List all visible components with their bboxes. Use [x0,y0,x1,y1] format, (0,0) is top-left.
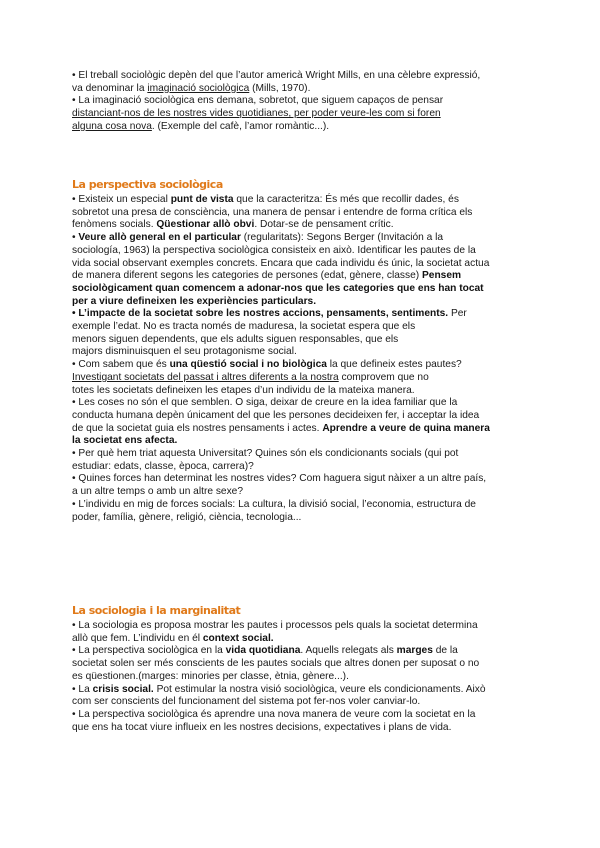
text-run: fenòmens socials. [72,219,157,231]
text-run: que la caracteritza: És més que recollir dades, és [233,194,459,205]
text-line [72,645,532,658]
text-line: majors disminuisquen el seu protagonisme social. [72,346,297,358]
intro-line [72,121,532,134]
text-line: estudiar: edats, classe, època, carrera)? [72,460,254,472]
bold-term: Qüestionar allò obvi [156,219,255,231]
text-line: • Les coses no són el que semblen. O siga, deixar de creure en la idea familiar que la [72,397,458,409]
text-run: va denominar la [72,82,148,94]
intro-section [72,70,532,134]
bold-term: una qüestió social i no biològica [169,359,327,371]
text-run: • La perspectiva sociològica en la [72,645,226,657]
text-run: . (Exemple del cafè, l’amor romàntic...). [151,120,330,132]
text-line [72,423,532,436]
intro-line: distanciant-nos de les nostres vides quotidianes, per poder veure-les com si foren [72,108,441,120]
text-line [72,684,532,697]
text-run: . Dotar-se de pensament crític. [254,219,394,231]
text-run: (Mills, 1970). [249,82,311,94]
text-line [72,194,532,207]
text-run: . Aquells relegats als [300,645,397,657]
bold-term: Aprendre a veure de quina manera [322,422,490,434]
text-line: com ser conscients del funcionament del sistema pot fer-nos voler canviar-lo. [72,696,421,708]
text-line: conducta humana depèn únicament del que les persones decideixen fer, i acceptar la idea [72,409,480,421]
section-body-marginalitat [72,620,532,734]
bold-term: per a viure defineixen les experiències particulars. [72,295,317,307]
text-line: • Per què hem triat aquesta Universitat? Quines són els condicionants socials (qui pot [72,448,459,460]
text-run: la que defineix estes pautes? [326,359,462,371]
underlined-term: Investigant societats del passat i altres diferents a la nostra [72,371,339,383]
text-run: de que la societat guia els nostres pensaments i actes. [72,422,323,434]
bold-term: vida quotidiana [225,645,301,657]
text-line [72,308,532,321]
text-line: sobretot una presa de consciència, una manera de pensar i entendre de forma crítica els [72,206,473,218]
text-run: (regularitats): Segons Berger (Invitación a la [240,232,444,244]
text-run: comprovem que no [338,371,429,383]
text-run: allò que fem. L’individu en él [72,632,203,644]
section-heading-perspectiva: La perspectiva sociològica [72,178,223,191]
text-run: • Existeix un especial [72,194,171,205]
bold-term: Pensem [421,270,462,282]
text-line: sociología, 1963) la perspectiva sociològica consisteix en això. Identificar les pautes de la [72,244,476,256]
bold-term: • L’impacte de la societat sobre les nostres accions, pensaments, sentiments. [72,308,449,320]
text-line [72,633,532,646]
text-run: Per [448,308,467,320]
text-line [72,232,532,245]
text-line: • La sociologia es proposa mostrar les pautes i processos pels quals la societat determina [72,620,478,631]
text-run: Pot estimular la nostra visió sociològica, veure els condicionaments. Això [153,683,486,695]
text-line: vida social observant exemples concrets. Encara que cada individu és únic, la societat actua [72,257,490,269]
intro-line: • El treball sociològic depèn del que l’autor americà Wright Mills, en una cèlebre expressió, [72,70,481,81]
text-run: • [72,232,79,244]
text-run: de manera diferent segons les categories de persones (edat, gènere, classe) [72,270,422,282]
text-line: a un altre temps o amb un altre sexe? [72,486,244,498]
text-run: • Com sabem que és [72,359,170,371]
text-line [72,283,532,296]
text-line: es qüestionen.(marges: minories per classe, ètnia, gènere...). [72,670,349,682]
text-line: menors siguen dependents, que els adults siguen responsables, que els [72,333,399,345]
text-line [72,359,532,372]
intro-line: • La imaginació sociològica ens demana, sobretot, que siguem capaços de pensar [72,95,444,107]
text-line [72,435,532,448]
bold-term: sociològicament quan comencem a adonar-nos que les categories que ens han tocat [72,282,484,294]
bold-term: Veure allò general en el particular [78,232,241,244]
text-line: totes les societats defineixen les etapes d’un individu de la mateixa manera. [72,384,415,396]
text-line [72,372,532,385]
text-line [72,296,532,309]
text-line: poder, família, gènere, religió, ciència, tecnologia... [72,511,302,523]
section-body-perspectiva [72,194,532,524]
text-run: de la [432,645,458,657]
underlined-term: imaginació sociològica [147,82,250,94]
text-line: exemple l’edat. No es tracta només de maduresa, la societat espera que els [72,321,416,333]
text-line: • La perspectiva sociològica és aprendre una nova manera de veure com la societat en la [72,708,476,720]
intro-line [72,83,532,96]
section-heading-marginalitat: La sociologia i la marginalitat [72,604,241,617]
text-line: que ens ha tocat viure influeix en les nostres decisions, expectatives i plans de vida. [72,721,452,733]
bold-term: punt de vista [170,194,234,205]
text-line: • Quines forces han determinat les nostres vides? Com haguera sigut nàixer a un altre país, [72,473,487,485]
text-run: • La [72,683,93,695]
bold-term: la societat ens afecta. [72,435,178,447]
text-line [72,219,532,232]
bold-term: context social. [202,632,274,644]
bold-term: crisis social. [92,683,154,695]
underlined-term: alguna cosa nova [72,120,152,132]
text-line: societat solen ser més conscients de les pautes socials que altres donen per suposat o no [72,658,480,670]
text-line: • L’individu en mig de forces socials: La cultura, la divisió social, l’economia, estructura de [72,498,476,510]
bold-term: marges [396,645,433,657]
text-line [72,270,532,283]
